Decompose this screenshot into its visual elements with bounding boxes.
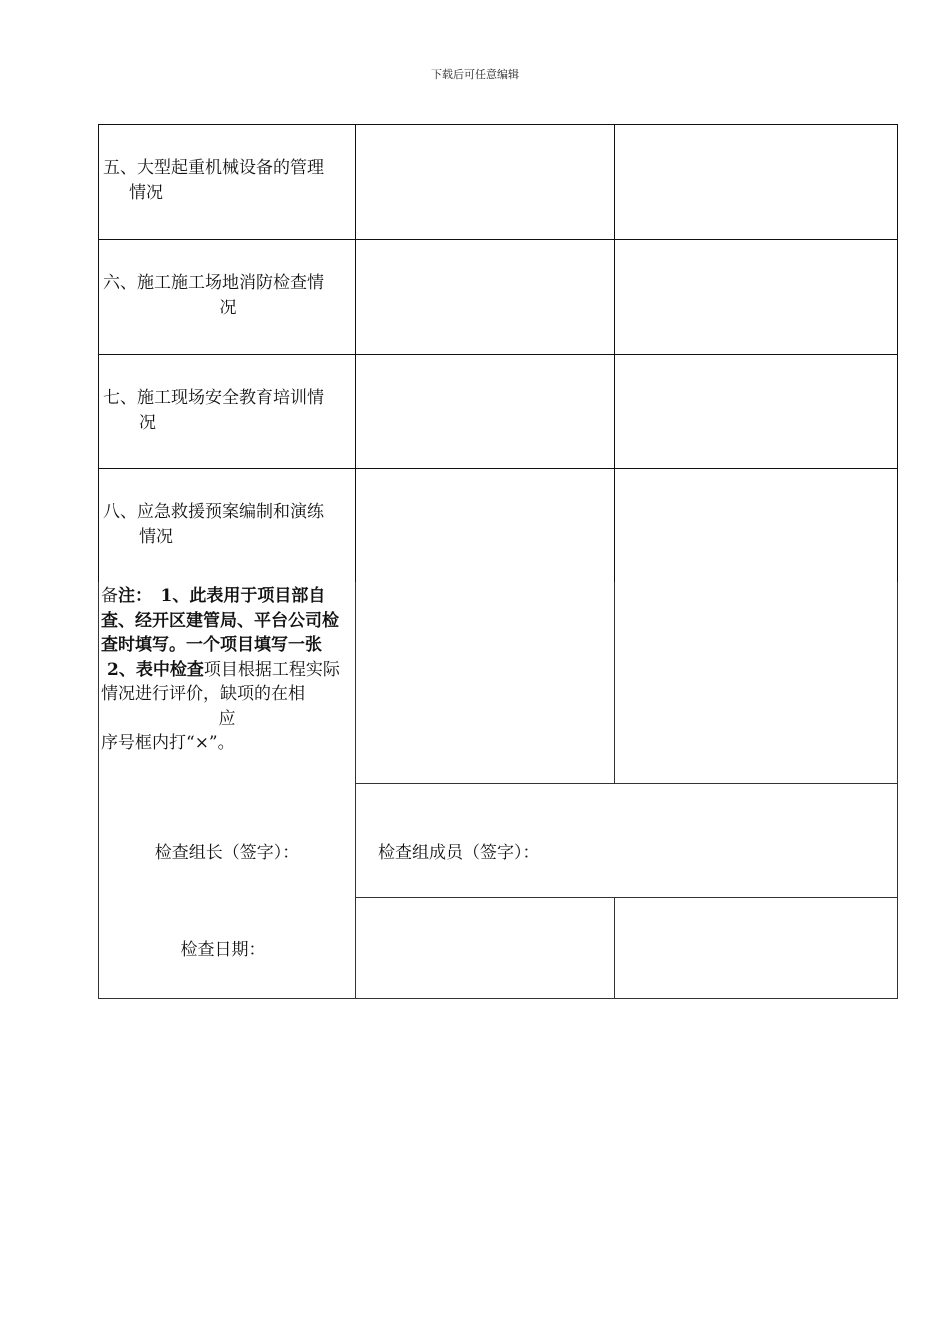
row-label-line2: 况 bbox=[139, 413, 156, 433]
members-signature-cell bbox=[355, 783, 898, 898]
row-6-cell-3 bbox=[614, 239, 898, 355]
row-5-cell-2 bbox=[355, 124, 615, 240]
note-prefix: 备 bbox=[101, 586, 118, 606]
note-cell-2 bbox=[355, 582, 615, 784]
note-normal-2: 应 bbox=[218, 708, 236, 729]
date-cell-2 bbox=[355, 897, 615, 999]
note-bold-1: 注： 1、此表用于项目部自查、经开区建管局、平台公司检查时填写。一个项目填写一张 bbox=[101, 586, 339, 655]
date-cell bbox=[98, 897, 356, 999]
note-cell bbox=[98, 582, 356, 784]
date-cell-3 bbox=[614, 897, 898, 999]
row-5-cell-3 bbox=[614, 124, 898, 240]
leader-signature-cell bbox=[98, 783, 356, 898]
row-label-6 bbox=[98, 239, 356, 355]
row-label-line2: 情况 bbox=[129, 183, 163, 203]
row-8-cell-2 bbox=[355, 468, 615, 583]
row-8-cell-3 bbox=[614, 468, 898, 583]
row-label-line1: 八、应急救援预案编制和演练 bbox=[103, 502, 324, 522]
row-label-8 bbox=[98, 468, 356, 583]
row-7-cell-2 bbox=[355, 354, 615, 469]
row-6-cell-2 bbox=[355, 239, 615, 355]
row-label-line1: 六、施工施工场地消防检查情 bbox=[103, 273, 324, 293]
row-label-line2: 况 bbox=[219, 298, 237, 318]
date-label: 检查日期： bbox=[180, 940, 266, 960]
row-label-line1: 七、施工现场安全教育培训情 bbox=[103, 388, 324, 408]
row-label-5 bbox=[98, 124, 356, 240]
note-normal-3: 序号框内打“×”。 bbox=[101, 733, 235, 753]
row-label-7 bbox=[98, 354, 356, 469]
row-label-line1: 五、大型起重机械设备的管理 bbox=[103, 158, 324, 178]
note-bold-2: 2、表中检查 bbox=[107, 659, 204, 680]
leader-signature-label: 检查组长（签字）： bbox=[154, 842, 300, 863]
note-cell-3 bbox=[614, 582, 898, 784]
row-7-cell-3 bbox=[614, 354, 898, 469]
header-note: 下载后可任意编辑 bbox=[431, 68, 519, 81]
row-label-line2: 情况 bbox=[139, 527, 173, 547]
members-signature-label: 检查组成员（签字）： bbox=[378, 843, 540, 863]
note-normal-1: 项目根据工程实际情况进行评价，缺项的在相 bbox=[101, 659, 340, 704]
